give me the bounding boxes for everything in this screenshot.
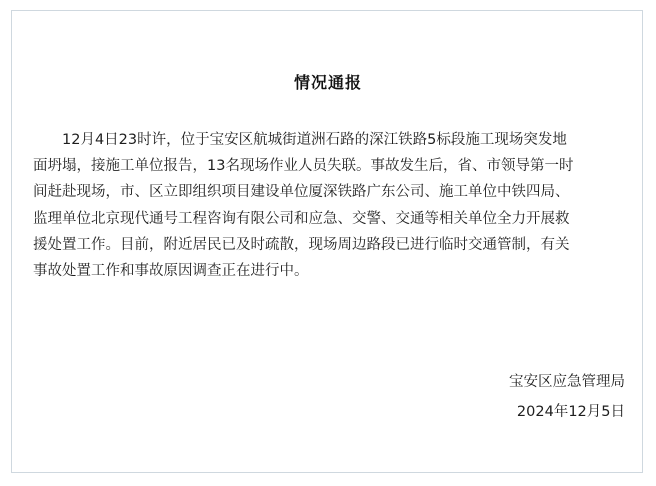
paragraph-line: 援处置工作。目前，附近居民已及时疏散，现场周边路段已进行临时交通管制，有关 (33, 236, 570, 253)
paragraph-line: 12月4日23时许，位于宝安区航城街道洲石路的深江铁路5标段施工现场突发地 (62, 132, 567, 148)
signature-block (509, 369, 625, 425)
issuer-name: 宝安区应急管理局 (509, 374, 625, 390)
paragraph-line: 面坍塌，接施工单位报告，13名现场作业人员失联。事故发生后，省、市领导第一时 (33, 158, 574, 175)
notice-paragraph (33, 127, 625, 284)
paragraph-line: 事故处置工作和事故原因调查正在进行中。 (33, 262, 309, 279)
issue-date: 2024年12月5日 (516, 404, 625, 420)
document-title: 情况通报 (293, 73, 362, 92)
paragraph-line: 间赶赴现场，市、区立即组织项目建设单位厦深铁路广东公司、施工单位中铁四局、 (33, 184, 570, 201)
paragraph-line: 监理单位北京现代通号工程咨询有限公司和应急、交警、交通等相关单位全力开展救 (33, 210, 570, 227)
